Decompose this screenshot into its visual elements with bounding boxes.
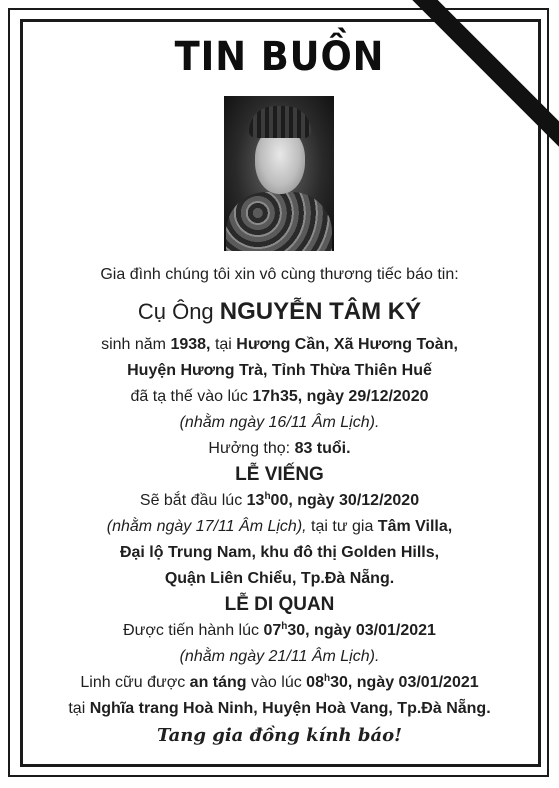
le-di-quan-date: 30, ngày 03/01/2021 (287, 622, 436, 639)
death-lunar: (nhằm ngày 16/11 Âm Lịch). (179, 414, 380, 431)
burial-pre: Linh cữu được (80, 674, 186, 691)
le-vieng-date: 00, ngày 30/12/2020 (270, 492, 420, 509)
intro-line: Gia đình chúng tôi xin vô cùng thương tiếc báo tin: (100, 266, 459, 283)
death-line (26, 388, 533, 406)
birth-label: sinh năm (101, 336, 166, 353)
le-di-quan-sup: h (281, 621, 288, 632)
le-vieng-address-2: Quận Liên Chiểu, Tp.Đà Nẵng. (164, 570, 395, 587)
age-label: Hưởng thọ: (208, 440, 291, 457)
burial-place: Nghĩa trang Hoà Ninh, Huyện Hoà Vang, Tp.Đà Nẵng. (89, 700, 491, 717)
notice-title: TIN BUỒN (174, 34, 385, 80)
age-line (26, 440, 533, 458)
le-vieng-venue-line (26, 518, 533, 536)
le-vieng-time-line (26, 492, 533, 510)
burial-place-pre: tại (68, 700, 86, 717)
birth-line (26, 336, 533, 354)
le-di-quan-time-line (26, 622, 533, 640)
le-vieng-start-label: Sẽ bắt đầu lúc (139, 492, 243, 509)
burial-line (26, 674, 533, 692)
le-di-quan-heading: LỄ DI QUAN (224, 594, 335, 615)
age-value: 83 tuổi. (294, 440, 351, 457)
le-vieng-heading: LỄ VIẾNG (235, 464, 324, 485)
birth-mid: tại (214, 336, 232, 353)
birth-place-2: Huyện Hương Trà, Tỉnh Thừa Thiên Huế (127, 362, 432, 379)
burial-mid: vào lúc (251, 674, 302, 691)
death-time: 17h35, ngày 29/12/2020 (252, 388, 429, 405)
burial-place-line (26, 700, 533, 718)
deceased-name: NGUYỄN TÂM KÝ (219, 298, 422, 325)
le-vieng-lunar: (nhằm ngày 17/11 Âm Lịch), (106, 518, 307, 535)
burial-date: 30, ngày 03/01/2021 (330, 674, 479, 691)
le-di-quan-lunar: (nhằm ngày 21/11 Âm Lịch). (179, 648, 380, 665)
le-di-quan-start-label: Được tiến hành lúc (123, 622, 259, 639)
le-vieng-hour: 13 (246, 492, 265, 509)
portrait-photo (224, 96, 334, 251)
birth-place-1: Hương Cần, Xã Hương Toàn, (236, 336, 458, 353)
burial-hour: 08 (306, 674, 324, 691)
death-label: đã tạ thế vào lúc (130, 388, 248, 405)
le-vieng-at: tại tư gia (311, 518, 374, 535)
deceased-line (26, 298, 533, 326)
burial-sup: h (323, 673, 331, 684)
deceased-prefix: Cụ Ông (137, 299, 214, 324)
le-vieng-venue: Tâm Villa, (377, 518, 453, 535)
birth-year: 1938, (170, 336, 211, 353)
closing-line: Tang gia đồng kính báo! (156, 725, 403, 746)
le-vieng-address-1: Đại lộ Trung Nam, khu đô thị Golden Hills, (119, 544, 440, 561)
burial-bold: an táng (189, 674, 247, 691)
le-di-quan-hour: 07 (263, 622, 282, 639)
le-vieng-sup: h (264, 491, 271, 502)
